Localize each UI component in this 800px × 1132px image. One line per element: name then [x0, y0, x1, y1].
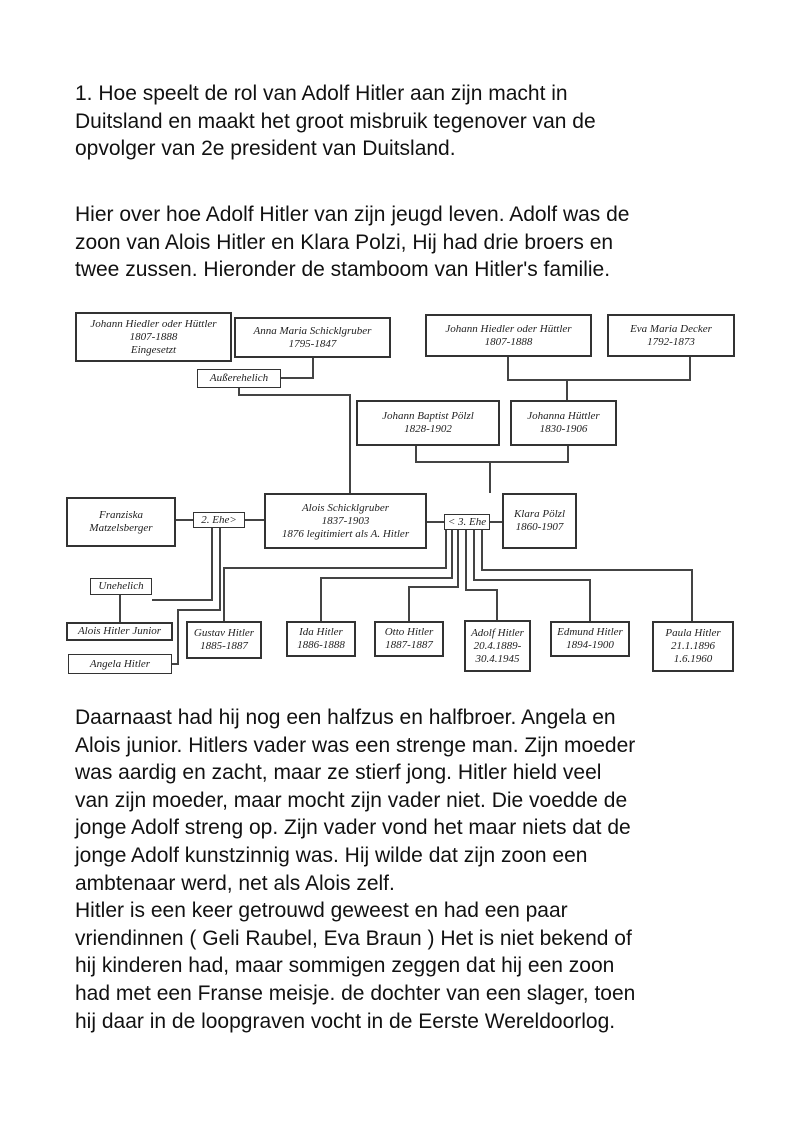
label-text: Unehelich	[98, 580, 144, 592]
person-name: Adolf Hitler	[471, 626, 524, 639]
person-johann-hiedler-paternal	[75, 312, 232, 362]
person-name: Eva Maria Decker	[630, 322, 712, 335]
text-line: Hier over hoe Adolf Hitler van zijn jeugd leven. Adolf was de	[75, 203, 630, 226]
text-line: was aardig en zacht, maar ze stierf jong. Hitler hield veel	[75, 761, 602, 785]
text-line: Duitsland en maakt het groot misbruik tegenover van de	[75, 109, 596, 133]
person-paula-hitler	[652, 621, 734, 672]
person-klara-poelzl	[502, 493, 577, 549]
person-name: Angela Hitler	[89, 657, 151, 670]
person-name: Alois Schicklgruber	[301, 501, 390, 514]
text-line: twee zussen. Hieronder de stamboom van Hitler's familie.	[75, 258, 611, 282]
person-name: Ida Hitler	[299, 626, 343, 638]
person-eva-maria-decker	[607, 314, 735, 357]
text-line: had met een Franse meisje. de dochter van een slager, toen	[75, 981, 636, 1005]
person-note: 1876 legitimiert als A. Hitler	[281, 527, 410, 540]
person-adolf-hitler	[464, 620, 531, 672]
person-dates: 30.4.1945	[475, 652, 520, 665]
person-dates: 1860-1907	[515, 521, 564, 533]
person-dates: 1894-1900	[566, 639, 614, 651]
person-johann-hiedler-maternal	[425, 314, 592, 357]
text-line: Daarnaast had hij nog een halfzus en halfbroer. Angela en	[75, 706, 616, 729]
person-dates: 1828-1902	[404, 423, 452, 435]
person-gustav-hitler	[186, 621, 262, 659]
person-anna-maria-schicklgruber	[234, 317, 391, 358]
text-line: 1. Hoe speelt de rol van Adolf Hitler aan zijn macht in	[75, 82, 568, 105]
person-name: Alois Hitler Junior	[77, 625, 162, 637]
text-line: hij kinderen had, maar sommigen zeggen dat hij een zoon	[75, 954, 615, 978]
label-text: Außerehelich	[209, 372, 269, 384]
person-name: Johann Baptist Pölzl	[382, 410, 474, 422]
body-paragraph	[75, 704, 635, 1035]
person-angela-hitler	[68, 654, 172, 674]
text-line: hij daar in de loopgraven vocht in de Eerste Wereldoorlog.	[75, 1009, 616, 1033]
person-name: Johanna Hüttler	[527, 410, 600, 422]
person-dates: 1795-1847	[288, 337, 337, 350]
person-ida-hitler	[286, 621, 356, 657]
person-dates: 1885-1887	[200, 640, 248, 652]
person-name: Gustav Hitler	[193, 627, 255, 639]
person-name: Otto Hitler	[384, 626, 434, 638]
text-line: Alois junior. Hitlers vader was een strenge man. Zijn moeder	[75, 733, 636, 757]
label-third-marriage	[444, 514, 490, 530]
label-second-marriage	[193, 512, 245, 528]
person-note: Eingesetzt	[130, 343, 177, 356]
person-alois-hitler-junior	[66, 622, 173, 641]
label-text: < 3. Ehe	[447, 515, 487, 528]
person-dates: 1886-1888	[297, 639, 345, 651]
person-edmund-hitler	[550, 621, 630, 657]
text-line: van zijn moeder, maar mocht zijn vader niet. Die voedde de	[75, 788, 628, 812]
person-dates: 1807-1888	[129, 330, 178, 343]
person-dates: 1837-1903	[321, 514, 370, 527]
person-dates: 21.1.1896	[671, 640, 715, 652]
person-alois-schicklgruber	[264, 493, 427, 549]
person-name: Franziska	[99, 509, 143, 521]
person-dates: 20.4.1889-	[473, 639, 522, 652]
person-dates: 1807-1888	[484, 335, 533, 348]
person-name: Paula Hitler	[665, 627, 721, 639]
person-otto-hitler	[374, 621, 444, 657]
person-franziska-matzelsberger	[66, 497, 176, 547]
label-unehelich	[90, 578, 152, 595]
text-line: zoon van Alois Hitler en Klara Polzi, Hij had drie broers en	[75, 230, 614, 254]
text-line: jonge Adolf kunstzinnig was. Hij wilde dat zijn zoon een	[75, 843, 588, 867]
person-name: Matzelsberger	[89, 522, 153, 534]
text-line: jonge Adolf streng op. Zijn vader vond het maar niets dat de	[75, 816, 631, 840]
label-ausserehelich	[197, 369, 281, 388]
person-name: Edmund Hitler	[557, 626, 623, 638]
person-dates: 1792-1873	[647, 335, 695, 348]
label-text: 2. Ehe>	[201, 513, 237, 526]
person-name: Johann Hiedler oder Hüttler	[90, 317, 217, 330]
person-name: Johann Hiedler oder Hüttler	[445, 322, 572, 335]
person-name: Klara Pölzl	[513, 508, 566, 520]
person-johanna-huettler	[510, 400, 617, 446]
person-dates: 1830-1906	[539, 423, 588, 435]
text-line: ambtenaar werd, net als Alois zelf.	[75, 871, 395, 895]
text-line: vriendinnen ( Geli Raubel, Eva Braun ) Het is niet bekend of	[75, 926, 632, 950]
text-line: Hitler is een keer getrouwd geweest en had een paar	[75, 899, 568, 923]
text-line: opvolger van 2e president van Duitsland.	[75, 137, 456, 161]
person-dates: 1887-1887	[385, 639, 433, 651]
person-dates: 1.6.1960	[673, 653, 713, 665]
person-johann-baptist-poelzl	[356, 400, 500, 446]
person-name: Anna Maria Schicklgruber	[253, 324, 372, 337]
